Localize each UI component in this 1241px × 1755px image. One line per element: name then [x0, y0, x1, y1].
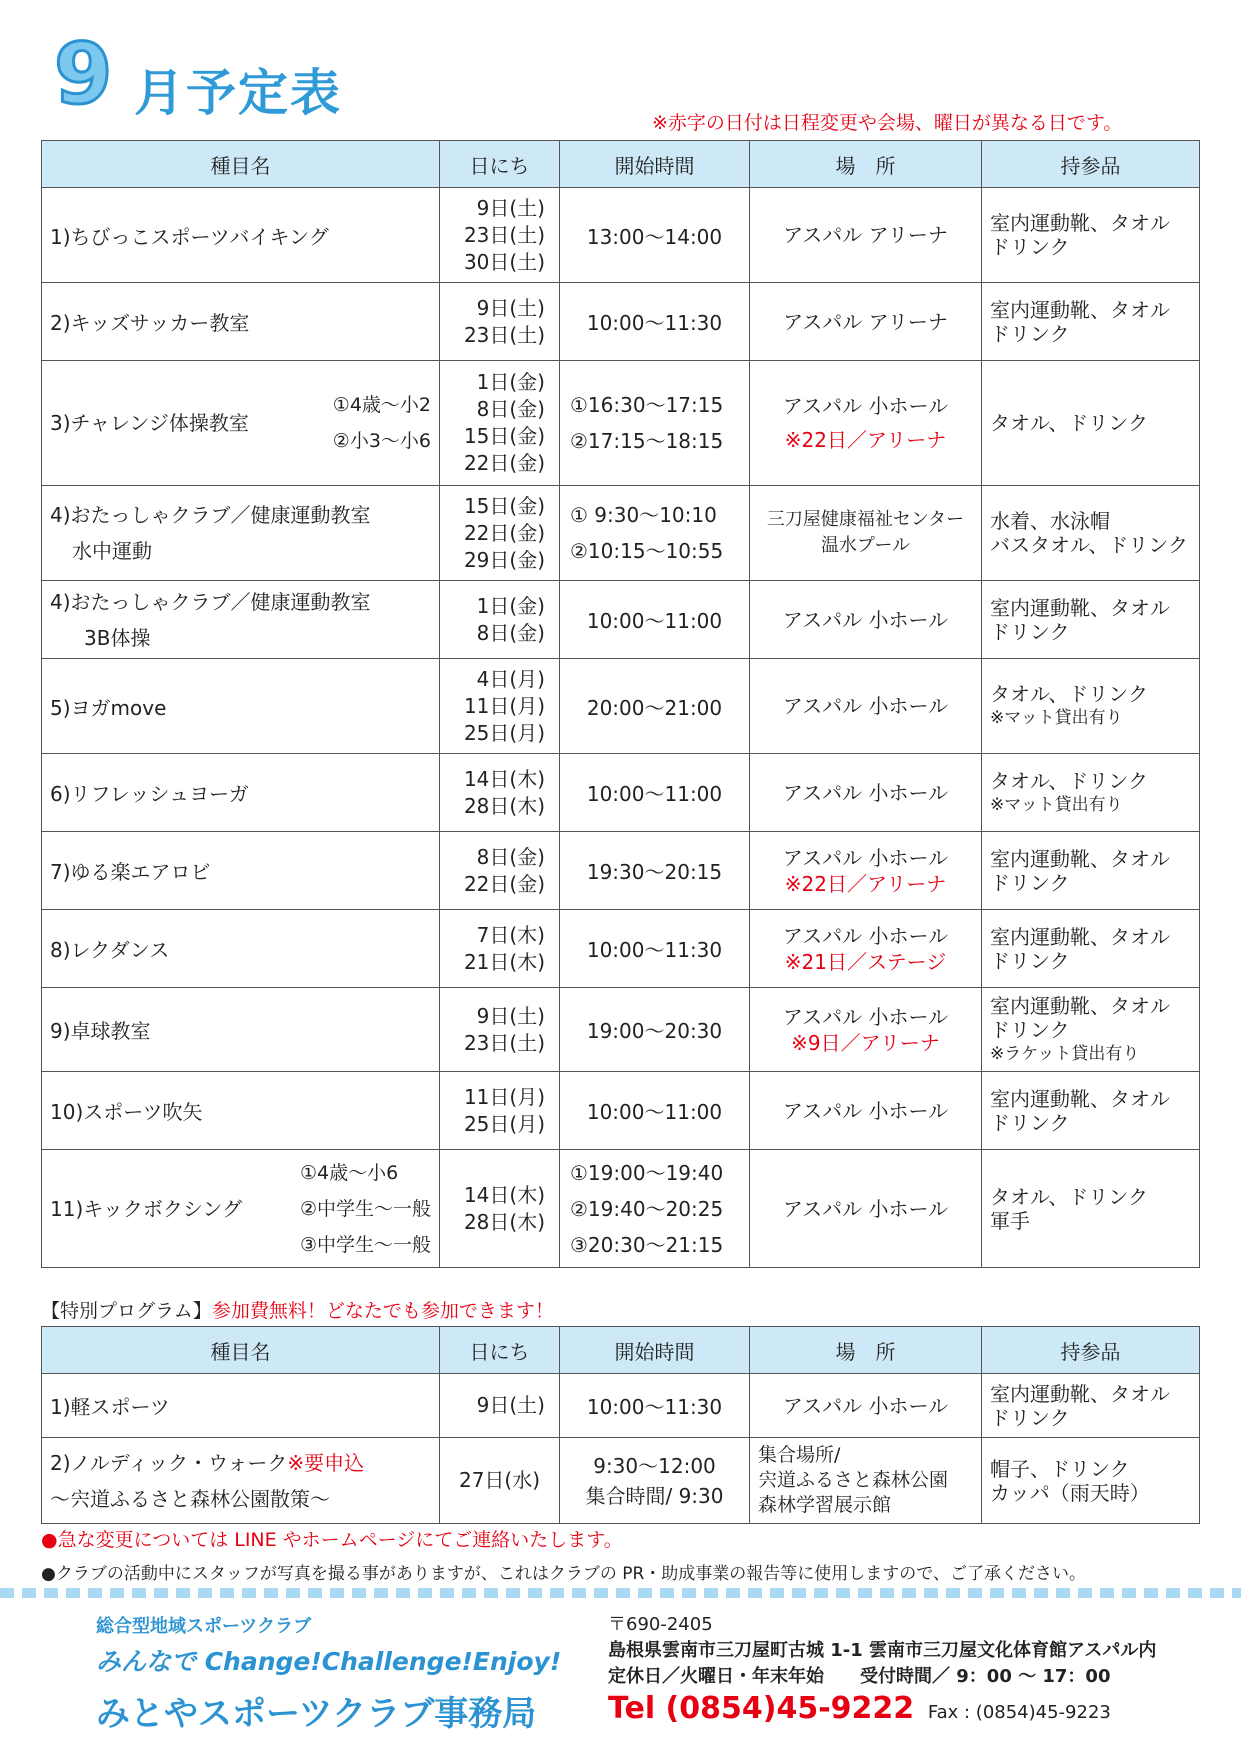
item: ドリンク — [990, 1405, 1070, 1430]
table-row — [42, 1374, 1200, 1438]
item: 室内運動靴、タオル — [990, 595, 1170, 620]
event-name: 4)おたっしゃクラブ／健康運動教室 — [50, 503, 371, 527]
footer-contact — [608, 1612, 1156, 1726]
event-dates — [440, 486, 560, 581]
col-header: 種目名 — [42, 1327, 440, 1374]
event-name: 10)スポーツ吹矢 — [42, 1072, 440, 1150]
col-header: 持参品 — [982, 141, 1200, 188]
date: 11日(月) — [463, 1084, 545, 1109]
event-items — [982, 1374, 1200, 1438]
item: 室内運動靴、タオル — [990, 297, 1170, 322]
item: 帽子、ドリンク — [990, 1456, 1130, 1481]
place-line: 集合場所/ — [758, 1444, 841, 1466]
event-subname: 水中運動 — [72, 539, 152, 563]
date: 8日(金) — [476, 844, 545, 869]
age-group: ③中学生～一般 — [299, 1233, 431, 1256]
date: 22日(金) — [463, 520, 545, 545]
schedule-table — [41, 140, 1200, 1268]
item: 室内運動靴、タオル — [990, 211, 1170, 235]
event-time: 10:00～11:30 — [560, 1374, 750, 1438]
place-line: 森林学習展示館 — [758, 1494, 892, 1516]
title-text: 月予定表 — [134, 64, 342, 122]
event-items — [982, 832, 1200, 910]
event-name: 2)ノルディック・ウォーク — [50, 1450, 288, 1475]
registration-required: ※要申込 — [287, 1450, 365, 1475]
table-row — [42, 1150, 1200, 1268]
date: 23日(土) — [463, 222, 545, 247]
time-slot: ① 9:30～10:10 — [570, 503, 717, 527]
place-main: アスパル 小ホール — [782, 1004, 949, 1029]
col-header: 日にち — [440, 1327, 560, 1374]
event-place: アスパル 小ホール — [750, 659, 982, 754]
red-date-note: ※赤字の日付は日程変更や会場、曜日が異なる日です。 — [652, 112, 1123, 134]
event-place — [750, 486, 982, 581]
col-header: 開始時間 — [560, 1327, 750, 1374]
event-time — [560, 1438, 750, 1524]
time-slot: ②19:40～20:25 — [570, 1196, 724, 1221]
date: 22日(金) — [463, 451, 545, 475]
table-row — [42, 361, 1200, 486]
event-dates — [440, 188, 560, 283]
event-time: 19:30～20:15 — [560, 832, 750, 910]
office-name: みとやスポーツクラブ事務局 — [96, 1694, 537, 1734]
event-dates — [440, 988, 560, 1072]
age-group: ①4歳～小6 — [299, 1161, 399, 1184]
item: ドリンク — [990, 235, 1070, 259]
time-line: 集合時間/ 9:30 — [585, 1483, 724, 1508]
event-items — [982, 910, 1200, 988]
col-header: 場 所 — [750, 141, 982, 188]
date: 25日(月) — [463, 720, 545, 745]
item: ドリンク — [990, 321, 1070, 346]
age-group: ①4歳～小2 — [332, 394, 431, 416]
table-row — [42, 988, 1200, 1072]
event-time: 13:00～14:00 — [560, 188, 750, 283]
event-name: 1)ちびっこスポーツバイキング — [42, 188, 440, 283]
postal-code: 〒690-2405 — [608, 1614, 713, 1635]
date: 27日(水) — [458, 1468, 541, 1492]
event-items — [982, 283, 1200, 361]
time-slot: ①16:30～17:15 — [570, 393, 724, 417]
time-slot: ①19:00～19:40 — [570, 1160, 724, 1185]
special-header-row — [42, 1327, 1200, 1374]
event-name-cell — [42, 581, 440, 659]
event-subname: ～宍道ふるさと森林公園散策～ — [50, 1486, 330, 1511]
event-time: 10:00～11:30 — [560, 910, 750, 988]
change-notice — [41, 1525, 623, 1552]
event-name: 2)キッズサッカー教室 — [42, 283, 440, 361]
slogan: みんなで Change!Challenge!Enjoy! — [96, 1647, 562, 1676]
event-items — [982, 1150, 1200, 1268]
item: タオル、ドリンク — [990, 768, 1148, 793]
date: 1日(金) — [476, 370, 545, 394]
special-program-heading — [41, 1296, 554, 1323]
table-row — [42, 910, 1200, 988]
event-dates — [440, 1438, 560, 1524]
item: 水着、水泳帽 — [990, 509, 1110, 533]
item: カッパ（雨天時） — [990, 1480, 1150, 1505]
table-row — [42, 188, 1200, 283]
event-items — [982, 988, 1200, 1072]
date: 14日(木) — [463, 1182, 545, 1207]
date: 28日(木) — [463, 793, 545, 818]
event-time: 10:00～11:30 — [560, 283, 750, 361]
date: 9日(土) — [476, 1393, 545, 1417]
col-header: 日にち — [440, 141, 560, 188]
place-change-note: ※22日／アリーナ — [784, 871, 947, 896]
col-header: 持参品 — [982, 1327, 1200, 1374]
date: 15日(金) — [463, 424, 545, 448]
special-program-table — [41, 1326, 1200, 1524]
event-items — [982, 754, 1200, 832]
date: 22日(金) — [463, 871, 545, 896]
place-main: アスパル 小ホール — [782, 394, 949, 418]
event-dates — [440, 361, 560, 486]
item: 室内運動靴、タオル — [990, 1086, 1170, 1111]
event-time — [560, 361, 750, 486]
item: タオル、ドリンク — [990, 682, 1148, 706]
change-notice-text: ●急な変更については LINE やホームページにてご連絡いたします。 — [41, 1529, 623, 1551]
event-place — [750, 832, 982, 910]
event-name: 1)軽スポーツ — [42, 1374, 440, 1438]
time-slot: ②17:15～18:15 — [570, 429, 724, 453]
item: ドリンク — [990, 870, 1070, 895]
item: 室内運動靴、タオル — [990, 846, 1170, 871]
date: 23日(土) — [463, 1030, 545, 1055]
date: 1日(金) — [476, 593, 545, 618]
date: 8日(金) — [476, 620, 545, 645]
org-type: 総合型地域スポーツクラブ — [96, 1616, 312, 1637]
event-time — [560, 486, 750, 581]
table-row — [42, 754, 1200, 832]
date: 25日(月) — [463, 1111, 545, 1136]
place-line: 温水プール — [820, 535, 911, 556]
date: 9日(土) — [476, 295, 545, 320]
date: 14日(木) — [463, 766, 545, 791]
event-items — [982, 1072, 1200, 1150]
event-name: 7)ゆる楽エアロビ — [42, 832, 440, 910]
place-main: アスパル 小ホール — [782, 845, 949, 870]
item: タオル、ドリンク — [990, 1184, 1148, 1209]
special-free-note: 参加費無料！どなたでも参加できます！ — [211, 1300, 554, 1322]
event-time: 19:00～20:30 — [560, 988, 750, 1072]
item: 室内運動靴、タオル — [990, 924, 1170, 949]
event-time — [560, 1150, 750, 1268]
event-dates — [440, 1150, 560, 1268]
footer-org — [96, 1612, 561, 1735]
event-dates — [440, 832, 560, 910]
date: 9日(土) — [476, 1003, 545, 1028]
event-place — [750, 988, 982, 1072]
item-note: ※マット貸出有り — [990, 708, 1123, 728]
age-group: ②中学生～一般 — [299, 1197, 431, 1220]
age-groups — [333, 387, 431, 459]
event-name: 8)レクダンス — [42, 910, 440, 988]
event-name-cell — [42, 1150, 440, 1268]
event-name: 11)キックボクシング — [50, 1196, 242, 1221]
event-time: 10:00～11:00 — [560, 1072, 750, 1150]
date: 21日(木) — [463, 949, 545, 974]
event-dates — [440, 581, 560, 659]
event-items — [982, 1438, 1200, 1524]
place-change-note: ※22日／アリーナ — [784, 428, 947, 452]
date: 4日(月) — [476, 666, 545, 691]
event-place: アスパル 小ホール — [750, 1374, 982, 1438]
age-group: ②小3～小6 — [332, 430, 431, 452]
age-groups — [300, 1155, 431, 1263]
time-slot: ③20:30～21:15 — [570, 1232, 724, 1257]
col-header: 種目名 — [42, 141, 440, 188]
event-dates — [440, 659, 560, 754]
event-subname: 3B体操 — [84, 625, 151, 650]
footer-divider — [0, 1588, 1241, 1598]
date: 15日(金) — [463, 493, 545, 518]
date: 9日(土) — [476, 195, 545, 220]
col-header: 開始時間 — [560, 141, 750, 188]
date: 30日(土) — [463, 249, 545, 274]
place-change-note: ※9日／アリーナ — [791, 1030, 940, 1055]
item-note: ※マット貸出有り — [990, 794, 1123, 815]
place-main: アスパル 小ホール — [782, 923, 949, 948]
table-row — [42, 486, 1200, 581]
fax-number: Fax : (0854)45-9223 — [927, 1702, 1111, 1723]
col-header: 場 所 — [750, 1327, 982, 1374]
item: 軍手 — [990, 1208, 1030, 1233]
phone-number: Tel (0854)45-9222 — [608, 1691, 915, 1726]
item: タオル、ドリンク — [990, 411, 1148, 435]
event-items — [982, 361, 1200, 486]
event-dates — [440, 1374, 560, 1438]
event-name: 5)ヨガmove — [42, 659, 440, 754]
date: 29日(金) — [463, 547, 545, 572]
place-change-note: ※21日／ステージ — [784, 949, 947, 974]
event-place: アスパル アリーナ — [750, 188, 982, 283]
date: 28日(木) — [463, 1209, 545, 1234]
event-place — [750, 1438, 982, 1524]
title-month-number: 9 — [54, 25, 113, 123]
item: ドリンク — [990, 1017, 1070, 1042]
event-place: アスパル 小ホール — [750, 754, 982, 832]
event-items — [982, 188, 1200, 283]
item: ドリンク — [990, 948, 1070, 973]
item: 室内運動靴、タオル — [990, 1381, 1170, 1406]
place-line: 三刀屋健康福祉センター — [766, 509, 965, 530]
date: 7日(木) — [476, 922, 545, 947]
table-row — [42, 1072, 1200, 1150]
event-place: アスパル アリーナ — [750, 283, 982, 361]
event-dates — [440, 754, 560, 832]
table-row — [42, 581, 1200, 659]
event-dates — [440, 283, 560, 361]
event-name: 3)チャレンジ体操教室 — [50, 411, 249, 435]
time-line: 9:30～12:00 — [593, 1453, 716, 1478]
table-row — [42, 659, 1200, 754]
item: 室内運動靴、タオル — [990, 993, 1170, 1018]
table-row — [42, 283, 1200, 361]
item: ドリンク — [990, 619, 1070, 644]
table-row — [42, 832, 1200, 910]
time-slot: ②10:15～10:55 — [570, 539, 724, 563]
event-time: 10:00～11:00 — [560, 581, 750, 659]
event-items — [982, 486, 1200, 581]
date: 8日(金) — [476, 397, 545, 421]
date: 23日(土) — [463, 322, 545, 347]
event-time: 20:00～21:00 — [560, 659, 750, 754]
event-items — [982, 659, 1200, 754]
event-time: 10:00～11:00 — [560, 754, 750, 832]
date: 11日(月) — [463, 693, 545, 718]
event-place: アスパル 小ホール — [750, 581, 982, 659]
event-name-cell — [42, 361, 440, 486]
schedule-header-row — [42, 141, 1200, 188]
event-name: 9)卓球教室 — [42, 988, 440, 1072]
event-dates — [440, 1072, 560, 1150]
event-place — [750, 361, 982, 486]
event-items — [982, 581, 1200, 659]
place-line: 宍道ふるさと森林公園 — [758, 1469, 949, 1491]
special-label: 【特別プログラム】 — [41, 1300, 212, 1322]
item: バスタオル、ドリンク — [990, 533, 1188, 557]
event-name-cell — [42, 486, 440, 581]
address: 島根県雲南市三刀屋町古城 1-1 雲南市三刀屋文化体育館アスパル内 — [608, 1640, 1157, 1661]
event-name: 6)リフレッシュヨーガ — [42, 754, 440, 832]
photo-notice: ●クラブの活動中にスタッフが写真を撮る事がありますが、これはクラブの PR・助成事業の報告等に使用しますので、ご了承ください。 — [41, 1564, 1086, 1584]
event-dates — [440, 910, 560, 988]
event-place: アスパル 小ホール — [750, 1150, 982, 1268]
event-name: 4)おたっしゃクラブ／健康運動教室 — [50, 589, 371, 614]
business-hours: 定休日／火曜日・年末年始 受付時間／ 9：00 ～ 17：00 — [608, 1666, 1111, 1687]
item: ドリンク — [990, 1110, 1070, 1135]
event-name-cell — [42, 1438, 440, 1524]
table-row — [42, 1438, 1200, 1524]
item-note: ※ラケット貸出有り — [990, 1043, 1140, 1064]
event-place: アスパル 小ホール — [750, 1072, 982, 1150]
event-place — [750, 910, 982, 988]
